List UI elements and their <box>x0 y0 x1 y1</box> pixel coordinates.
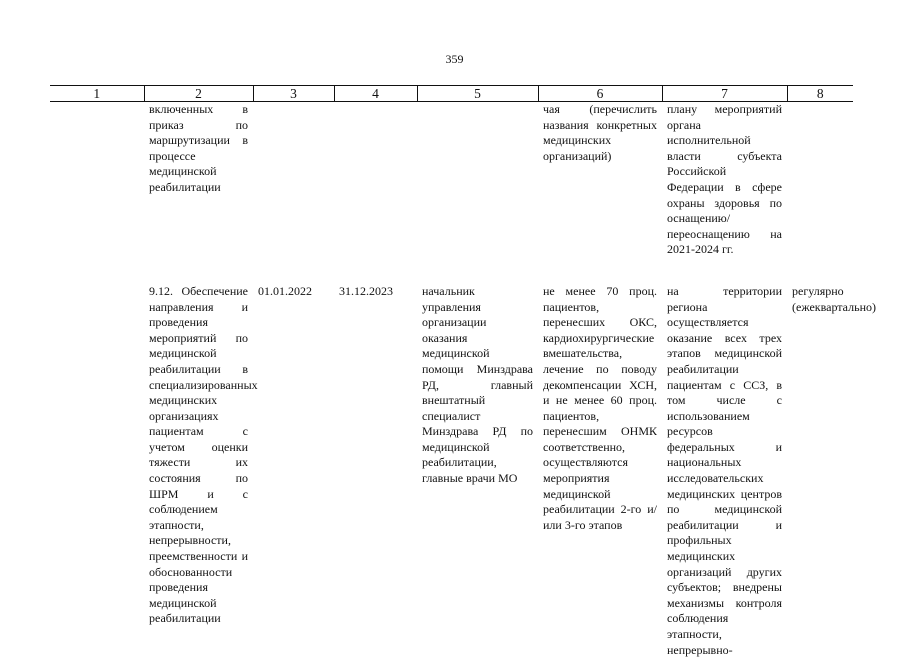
cell-text: чая (перечислить названия конкретных медицинских организаций) <box>543 102 657 163</box>
cell-text: плану мероприятий органа исполнительной власти субъекта Российской Федерации в сфере охраны здоровья по оснащению/переоснащению на 2021-2024 гг. <box>667 102 782 257</box>
cell-measure <box>144 102 253 258</box>
cell-start-date <box>253 284 334 658</box>
cell-responsible <box>417 102 538 258</box>
row-spacer <box>50 258 853 284</box>
cell-outcome <box>662 284 787 658</box>
cell-number <box>50 284 144 658</box>
column-number-6: 6 <box>538 86 662 102</box>
column-number-8: 8 <box>787 86 853 102</box>
table-row <box>50 102 853 258</box>
cell-number <box>50 102 144 258</box>
cell-text: регулярно (ежеквартально) <box>792 283 876 314</box>
cell-outcome <box>662 102 787 258</box>
page-number: 359 <box>445 52 464 66</box>
column-number-header <box>50 86 853 102</box>
column-number-5: 5 <box>417 86 538 102</box>
cell-start-date <box>253 102 334 258</box>
column-number-7: 7 <box>662 86 787 102</box>
cell-result <box>538 284 662 658</box>
cell-text: 9.12. Обеспечение направления и проведения мероприятий по медицинской реабилитации в специализированных медицинских организациях пациентам с учетом оценки тяжести их состояния по ШРМ и с соблюдением этапности, непрерывности, преемственности и обоснованности проведения медицинской реабилитации <box>149 283 258 626</box>
cell-text: 31.12.2023 <box>339 283 393 298</box>
measures-table <box>50 85 876 658</box>
cell-text: на территории региона осуществляется оказание всех трех этапов медицинской реабилитации пациентам с ССЗ, в том числе с использованием ресурсов федеральных и национальных исследовательских медицинских центров по медицинской реабилитации и профильных медицинских организаций других субъектов; внедрены механизмы контроля соблюдения этапности, непрерывно- <box>667 283 782 657</box>
cell-result <box>538 102 662 258</box>
cell-frequency <box>787 283 876 658</box>
cell-end-date <box>334 102 417 258</box>
cell-text: начальник управления организации оказания медицинской помощи Минздрава РД, главный внештатный специалист Минздрава РД по медицинской реабилитации, главные врачи МО <box>422 283 533 486</box>
cell-text: включенных в приказ по маршрутизации в процессе медицинской реабилитации <box>149 102 248 194</box>
cell-text: не менее 70 проц. пациентов, перенесших ОКС, кардиохирургические вмешательства, лечение по поводу декомпенсации ХСН, и не менее 60 проц. пациентов, перенесшим ОНМК соответственно, осуществляются мероприятия медицинской реабилитации 2-го и/или 3-го этапов <box>543 283 657 532</box>
cell-frequency <box>787 102 853 258</box>
table-row <box>50 284 853 658</box>
column-number-2: 2 <box>144 86 253 102</box>
cell-responsible <box>417 284 538 658</box>
cell-text: 01.01.2022 <box>258 283 312 298</box>
cell-measure <box>144 283 258 658</box>
cell-end-date <box>334 284 417 658</box>
column-number-3: 3 <box>253 86 334 102</box>
column-number-4: 4 <box>334 86 417 102</box>
column-number-1: 1 <box>50 86 144 102</box>
